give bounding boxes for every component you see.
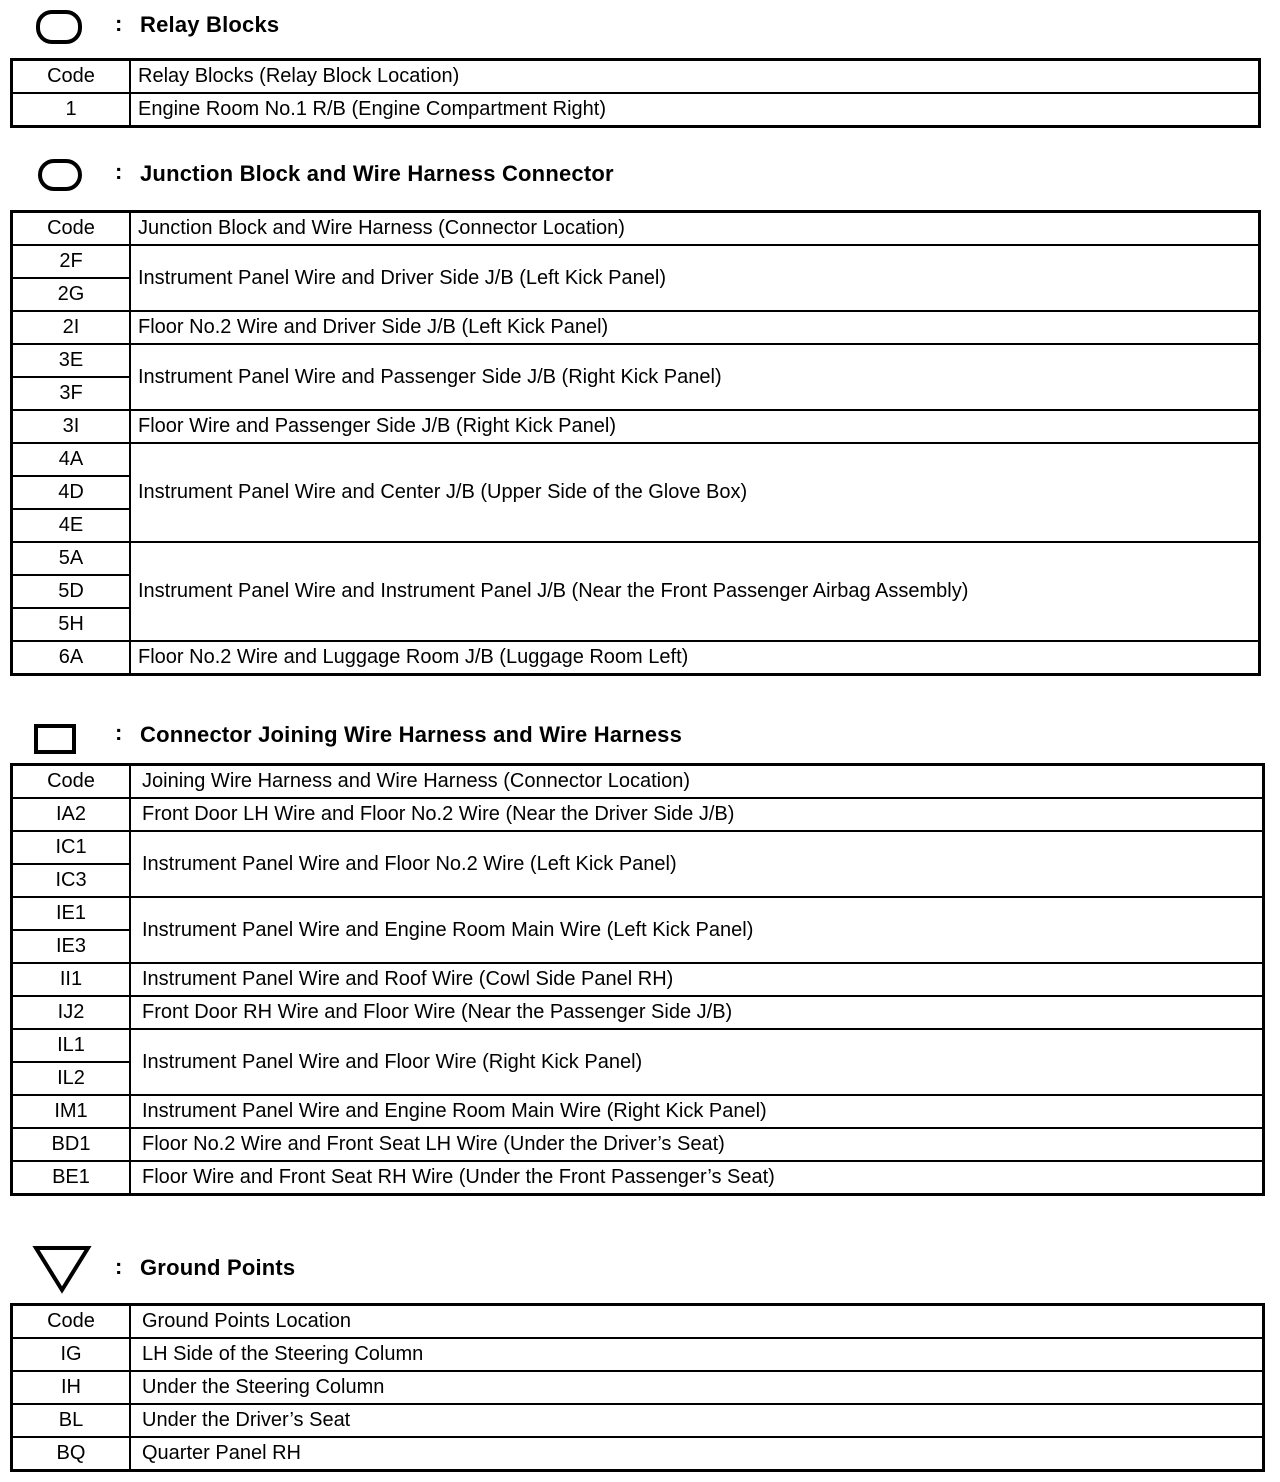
junction-block-heading	[0, 155, 1280, 195]
location-cell: Floor Wire and Front Seat RH Wire (Under the Front Passenger’s Seat)	[130, 1161, 1264, 1195]
location-cell: Floor No.2 Wire and Driver Side J/B (Left Kick Panel)	[130, 311, 1260, 344]
code-cell: IE3	[12, 930, 131, 963]
code-cell: 2G	[12, 278, 131, 311]
code-cell: 3F	[12, 377, 131, 410]
location-cell: Instrument Panel Wire and Engine Room Main Wire (Left Kick Panel)	[130, 897, 1264, 963]
section-title: Junction Block and Wire Harness Connector	[140, 161, 614, 186]
section-title: Ground Points	[140, 1255, 296, 1280]
table-header-row	[12, 212, 1260, 246]
code-cell: 5D	[12, 575, 131, 608]
connector-table	[10, 763, 1265, 1196]
code-cell: 3I	[12, 410, 131, 443]
code-cell: 5H	[12, 608, 131, 641]
location-cell: Floor No.2 Wire and Luggage Room J/B (Luggage Room Left)	[130, 641, 1260, 675]
table-row	[12, 311, 1260, 344]
table-row	[12, 831, 1264, 864]
column-header-code: Code	[12, 1305, 131, 1339]
table-row	[12, 1161, 1264, 1195]
section-title: Connector Joining Wire Harness and Wire Harness	[140, 722, 683, 747]
heading-colon: :	[115, 11, 123, 36]
table-row	[12, 410, 1260, 443]
table-row	[12, 641, 1260, 675]
location-cell: Floor No.2 Wire and Front Seat LH Wire (Under the Driver’s Seat)	[130, 1128, 1264, 1161]
code-cell: IL1	[12, 1029, 131, 1062]
table-header-row	[12, 60, 1260, 94]
location-cell: Instrument Panel Wire and Instrument Panel J/B (Near the Front Passenger Airbag Assembly)	[130, 542, 1260, 641]
location-cell: Instrument Panel Wire and Roof Wire (Cowl Side Panel RH)	[130, 963, 1264, 996]
table-row	[12, 344, 1260, 377]
table-row	[12, 996, 1264, 1029]
code-cell: 6A	[12, 641, 131, 675]
code-cell: 4A	[12, 443, 131, 476]
table-row	[12, 1128, 1264, 1161]
junction-block-symbol-icon	[38, 159, 82, 191]
location-cell: Quarter Panel RH	[130, 1437, 1264, 1471]
ground-point-symbol-icon	[32, 1244, 92, 1296]
table-row	[12, 245, 1260, 278]
code-cell: 1	[12, 93, 131, 127]
code-cell: 5A	[12, 542, 131, 575]
table-row	[12, 1029, 1264, 1062]
location-cell: Instrument Panel Wire and Center J/B (Upper Side of the Glove Box)	[130, 443, 1260, 542]
table-header-row	[12, 1305, 1264, 1339]
code-cell: 3E	[12, 344, 131, 377]
location-cell: Instrument Panel Wire and Driver Side J/B (Left Kick Panel)	[130, 245, 1260, 311]
code-cell: II1	[12, 963, 131, 996]
column-header-code: Code	[12, 60, 131, 94]
location-cell: LH Side of the Steering Column	[130, 1338, 1264, 1371]
column-header-location: Junction Block and Wire Harness (Connector Location)	[130, 212, 1260, 246]
code-cell: IM1	[12, 1095, 131, 1128]
location-cell: Engine Room No.1 R/B (Engine Compartment Right)	[130, 93, 1260, 127]
table-row	[12, 93, 1260, 127]
column-header-code: Code	[12, 765, 131, 799]
section-title: Relay Blocks	[140, 12, 280, 37]
column-header-code: Code	[12, 212, 131, 246]
location-cell: Instrument Panel Wire and Engine Room Main Wire (Right Kick Panel)	[130, 1095, 1264, 1128]
relay-blocks-table	[10, 58, 1261, 128]
relay-block-symbol-icon	[36, 10, 82, 44]
connector-heading	[0, 716, 1280, 756]
code-cell: 4D	[12, 476, 131, 509]
table-row	[12, 963, 1264, 996]
table-row	[12, 443, 1260, 476]
code-cell: IA2	[12, 798, 131, 831]
connector-symbol-icon	[34, 724, 76, 754]
code-cell: IC3	[12, 864, 131, 897]
code-cell: IE1	[12, 897, 131, 930]
location-cell: Under the Driver’s Seat	[130, 1404, 1264, 1437]
heading-colon: :	[115, 1254, 123, 1279]
code-cell: BQ	[12, 1437, 131, 1471]
junction-block-table	[10, 210, 1261, 676]
heading-colon: :	[115, 159, 123, 184]
code-cell: 2I	[12, 311, 131, 344]
table-row	[12, 1437, 1264, 1471]
ground-points-table	[10, 1303, 1265, 1472]
code-cell: IH	[12, 1371, 131, 1404]
code-cell: 4E	[12, 509, 131, 542]
location-cell: Instrument Panel Wire and Floor Wire (Right Kick Panel)	[130, 1029, 1264, 1095]
table-row	[12, 1404, 1264, 1437]
relay-blocks-heading	[0, 6, 1280, 46]
code-cell: IG	[12, 1338, 131, 1371]
location-cell: Instrument Panel Wire and Passenger Side J/B (Right Kick Panel)	[130, 344, 1260, 410]
table-row	[12, 897, 1264, 930]
location-cell: Floor Wire and Passenger Side J/B (Right Kick Panel)	[130, 410, 1260, 443]
table-row	[12, 1095, 1264, 1128]
table-row	[12, 1338, 1264, 1371]
code-cell: BE1	[12, 1161, 131, 1195]
heading-colon: :	[115, 720, 123, 745]
location-cell: Front Door LH Wire and Floor No.2 Wire (Near the Driver Side J/B)	[130, 798, 1264, 831]
code-cell: IC1	[12, 831, 131, 864]
ground-points-heading	[0, 1244, 1280, 1284]
table-row	[12, 798, 1264, 831]
location-cell: Instrument Panel Wire and Floor No.2 Wire (Left Kick Panel)	[130, 831, 1264, 897]
table-row	[12, 1371, 1264, 1404]
code-cell: IL2	[12, 1062, 131, 1095]
location-cell: Front Door RH Wire and Floor Wire (Near the Passenger Side J/B)	[130, 996, 1264, 1029]
column-header-location: Ground Points Location	[130, 1305, 1264, 1339]
table-row	[12, 542, 1260, 575]
location-cell: Under the Steering Column	[130, 1371, 1264, 1404]
code-cell: IJ2	[12, 996, 131, 1029]
code-cell: BL	[12, 1404, 131, 1437]
code-cell: BD1	[12, 1128, 131, 1161]
table-header-row	[12, 765, 1264, 799]
column-header-location: Joining Wire Harness and Wire Harness (Connector Location)	[130, 765, 1264, 799]
column-header-location: Relay Blocks (Relay Block Location)	[130, 60, 1260, 94]
code-cell: 2F	[12, 245, 131, 278]
